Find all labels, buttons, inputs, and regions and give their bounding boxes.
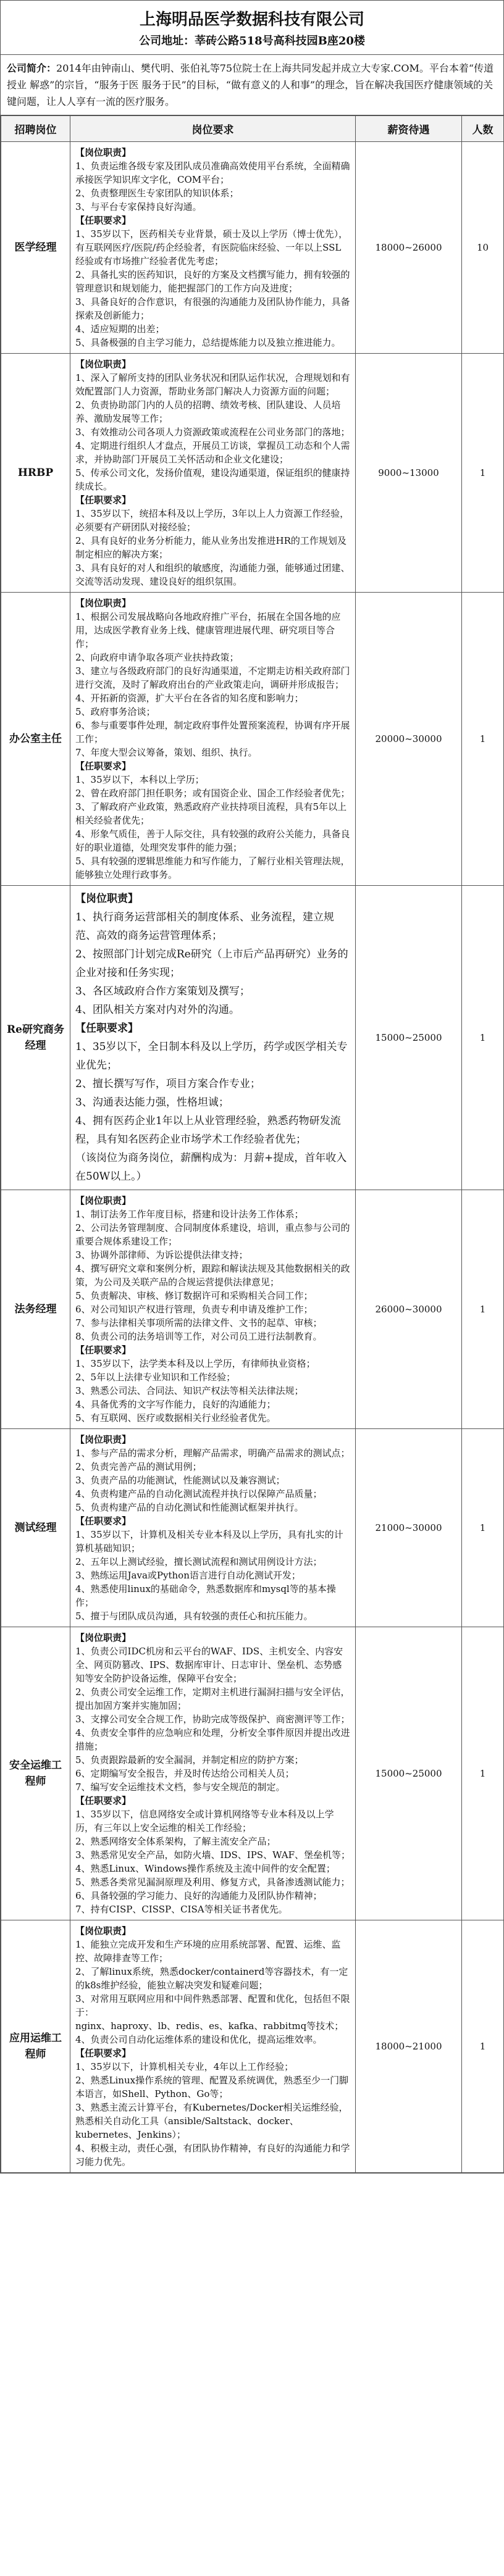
job-requirements (70, 1190, 356, 1429)
job-count: 10 (462, 142, 504, 354)
requirement-line: 2、负责完善产品的测试用例； (75, 1461, 202, 1472)
section-heading: 【岗位职责】 (75, 147, 132, 158)
job-requirements (70, 886, 356, 1190)
requirement-line: 4、具备优秀的文字写作能力，良好的沟通能力； (75, 1399, 276, 1410)
requirement-line: 1、能独立完成开发和生产环境的应用系统部署、配置、运维、监控、故障排查等工作； (75, 1939, 341, 1964)
requirement-line: 7、持有CISP、CISSP、CISA等相关证书者优先。 (75, 1904, 288, 1915)
requirement-line: 4、撰写研究文章和案例分析，跟踪和解读法规及其他数据相关的政策，为公司及关联产品的合规运营提供法律意见； (75, 1263, 350, 1288)
requirement-line: 3、具备良好的合作意识，有很强的沟通能力及团队协作能力，具备探索及创新能力； (75, 296, 350, 321)
requirement-line: 6、定期编写安全报告，并及时传达给公司相关人员； (75, 1768, 295, 1779)
requirement-line: 1、根据公司发展战略向各地政府推广平台，拓展在全国各地的应用，达成医学教育业务上线、健康管理进展代理、研究项目等合作； (75, 611, 341, 649)
table-header-row (1, 116, 504, 142)
header-count: 人数 (462, 116, 504, 142)
job-salary: 18000~21000 (356, 1920, 462, 2173)
requirement-line: 4、开拓新的资源，扩大平台在各省的知名度和影响力； (75, 693, 304, 704)
requirement-line: 4、负责公司自动化运维体系的建设和优化，提高运维效率。 (75, 2034, 322, 2045)
intro-text: 2014年由钟南山、樊代明、张伯礼等75位院士在上海共同发起并成立大专家.COM。平台本着“传道 授业 解惑”的宗旨，“服务于医 服务于民”的目标，“做有意义的人和事”的理念，旨在解决我国医疗健康领域的关键问题，让人人享有一流的医疗服务。 (7, 62, 494, 107)
table-row (1, 593, 504, 886)
requirement-line: 7、年度大型会议筹备，策划、组织、执行。 (75, 747, 258, 758)
requirement-line: 3、具有良好的对人和组织的敏感度，沟通能力强，能够通过团建、交流等活动发现、建设良好的组织氛围。 (75, 562, 350, 587)
section-heading: 【任职要求】 (75, 1344, 132, 1356)
requirement-line: 4、负责构建产品的自动化测试流程并执行以保障产品质量； (75, 1488, 322, 1499)
section-heading: 【岗位职责】 (75, 359, 132, 370)
requirement-line: 3、熟悉常见安全产品，如防火墙、IDS、IPS、WAF、堡垒机等； (75, 1849, 350, 1861)
requirement-line: 2、熟悉网络安全体系架构，了解主流安全产品； (75, 1836, 276, 1847)
requirement-line: 2、按照部门计划完成Re研究（上市后产品再研究）业务的企业对接和任务实现； (75, 948, 348, 979)
requirement-line: 2、曾在政府部门担任职务；或有国资企业、国企工作经验者优先； (75, 788, 350, 799)
requirement-line: 2、公司法务管理制度、合同制度体系建设，培训，重点参与公司的重要合规体系建设工作； (75, 1222, 350, 1247)
job-title: 办公室主任 (1, 593, 70, 886)
job-title: 安全运维工程师 (1, 1627, 70, 1920)
requirement-line: 1、35岁以下，全日制本科及以上学历，药学或医学相关专业优先； (75, 1041, 348, 1072)
requirement-line: 1、执行商务运营部相关的制度体系、业务流程，建立规范、高效的商务运营管理体系； (75, 911, 334, 942)
requirement-line: 5、擅于与团队成员沟通，具有较强的责任心和抗压能力。 (75, 1611, 313, 1622)
requirement-line: 1、35岁以下，计算机及相关专业本科及以上学历，具有扎实的计算机基础知识； (75, 1529, 343, 1554)
job-requirements (70, 142, 356, 354)
company-intro (1, 55, 503, 115)
job-rows (1, 142, 504, 2173)
job-requirements (70, 354, 356, 593)
requirement-line: 6、参与重要事件处理，制定政府事件处置预案流程，协调有序开展工作； (75, 720, 350, 744)
company-name: 上海明品医学数据科技有限公司 (139, 10, 364, 29)
requirement-line: 2、向政府申请争取各项产业扶持政策； (75, 652, 239, 663)
job-count: 1 (462, 1920, 504, 2173)
requirement-line: 2、5年以上法律专业知识和工作经验； (75, 1372, 236, 1383)
requirement-line: 1、深入了解所支持的团队业务状况和团队运作状况，合理规划和有效配置部门人力资源，帮助业务部门解决人力资源方面的问题； (75, 372, 350, 397)
requirement-line: 3、负责产品的功能测试，性能测试以及兼容测试； (75, 1475, 285, 1486)
job-table (1, 115, 504, 2173)
requirement-line: 3、支撑公司安全合规工作，协助完成等级保护、商密测评等工作； (75, 1714, 350, 1725)
requirement-line: 5、负责解决、审核、修订数据许可和采购相关合同工作； (75, 1290, 313, 1301)
requirement-line: 4、熟悉使用linux的基础命令，熟悉数据库和mysql等的基本操作； (75, 1583, 336, 1608)
job-count: 1 (462, 593, 504, 886)
requirement-line: 1、负责运维各级专家及团队成员准确高效使用平台系统，全面精确承接医学知识库文字化，COM平台； (75, 160, 350, 185)
requirement-line: 4、适应短期的出差； (75, 323, 165, 335)
job-title: 法务经理 (1, 1190, 70, 1429)
job-salary: 20000~30000 (356, 593, 462, 886)
job-salary: 21000~30000 (356, 1429, 462, 1627)
address-value: 莘砖公路518号高科技园B座20楼 (195, 35, 365, 48)
job-requirements (70, 1920, 356, 2173)
requirement-line: 1、制订法务工作年度目标，搭建和设计法务工作体系； (75, 1209, 304, 1220)
table-row (1, 886, 504, 1190)
requirement-line: 1、负责公司IDC机房和云平台的WAF、IDS、主机安全、内容安全、网页防篡改、IPS、数据库审计、日志审计、堡垒机、态势感知等安全防护设备运维，保障平台安全； (75, 1646, 343, 1684)
requirement-line: 3、有效推动公司各项人力资源政策或流程在公司业务部门的落地； (75, 427, 350, 438)
requirement-line: 2、了解linux系统，熟悉docker/containerd等容器技术，有一定的k8s维护经验，能独立解决突发和疑难问题； (75, 1966, 348, 1991)
requirement-line: 3、建立与各级政府部门的良好沟通渠道，不定期走访相关政府部门进行交流，及时了解政府出台的产业政策走向，调研并形成报告； (75, 665, 350, 690)
requirement-line: 1、35岁以下，统招本科及以上学历，3年以上人力资源工作经验，必须要有产研团队对接经验； (75, 508, 350, 533)
requirement-line: 4、积极主动，责任心强，有团队协作精神，有良好的沟通能力和学习能力优先。 (75, 2143, 350, 2167)
section-heading: 【岗位职责】 (75, 893, 138, 905)
requirement-line: 1、35岁以下，信息网络安全或计算机网络等专业本科及以上学历，有三年以上安全运维的相关工作经验； (75, 1809, 334, 1833)
requirement-line: 1、35岁以下，医药相关专业背景，硕士及以上学历（博士优先），有互联网医疗/医院/药企经验者，有医院临床经验、一年以上SSL经验或有市场推广经验者优先考虑； (75, 228, 348, 267)
requirement-line: 4、定期进行组织人才盘点，开展员工访谈，掌握员工动态和个人需求，并协助部门开展员工关怀活动和企业文化建设； (75, 440, 350, 465)
requirement-line: 3、熟悉主流云计算平台，有Kubernetes/Docker相关运维经验，熟悉相关自动化工具（ansible/Saltstack、docker、kubernetes、Jenkins）； (75, 2102, 348, 2140)
company-address (1, 32, 503, 55)
intro-label: 公司简介： (7, 62, 57, 74)
requirement-line: 7、编写安全运维技术文档，参与安全规范的制定。 (75, 1782, 285, 1793)
job-requirements (70, 593, 356, 886)
requirement-line: 3、熟练运用Java或Python语言进行自动化测试开发； (75, 1570, 301, 1581)
job-salary: 26000~30000 (356, 1190, 462, 1429)
requirement-line: 4、形象气质佳，善于人际交往，具有较强的政府公关能力，具备良好的职业道德，处理突发事件的能力强； (75, 828, 350, 853)
address-label: 公司地址： (139, 35, 195, 48)
table-row (1, 1429, 504, 1627)
section-heading: 【任职要求】 (75, 1515, 132, 1527)
requirement-line: 4、熟悉Linux、Windows操作系统及主流中间件的安全配置； (75, 1863, 335, 1874)
job-count: 1 (462, 354, 504, 593)
job-salary: 9000~13000 (356, 354, 462, 593)
section-heading: 【任职要求】 (75, 494, 132, 506)
requirement-line: 4、拥有医药企业1年以上从业管理经验，熟悉药物研发流程，具有知名医药企业市场学术工作经验者优先； (75, 1115, 341, 1146)
requirement-line: 5、负责跟踪最新的安全漏洞，并制定相应的防护方案； (75, 1754, 304, 1765)
requirement-line: （该岗位为商务岗位，薪酬构成为：月薪+提成，首年收入在50W以上。） (75, 1152, 347, 1183)
table-row (1, 354, 504, 593)
requirement-line: 3、各区域政府合作方案策划及撰写； (75, 985, 250, 998)
job-count: 1 (462, 1190, 504, 1429)
requirement-line: 1、35岁以下，计算机相关专业，4年以上工作经验； (75, 2061, 294, 2072)
section-heading: 【任职要求】 (75, 2048, 132, 2059)
requirement-line: 1、参与产品的需求分析，理解产品需求，明确产品需求的测试点； (75, 1448, 350, 1459)
section-heading: 【岗位职责】 (75, 1434, 132, 1445)
table-row (1, 1920, 504, 2173)
section-heading: 【岗位职责】 (75, 1925, 132, 1936)
table-row (1, 1627, 504, 1920)
requirement-line: 4、负责安全事件的应急响应和处理，分析安全事件原因并提出改进措施； (75, 1727, 350, 1752)
requirement-line: 5、熟悉各类常见漏洞原理及利用、修复方式，具备渗透测试能力； (75, 1877, 350, 1888)
job-count: 1 (462, 1429, 504, 1627)
job-salary: 15000~25000 (356, 1627, 462, 1920)
section-heading: 【岗位职责】 (75, 1632, 132, 1643)
requirement-line: 3、协调外部律师、为诉讼提供法律支持； (75, 1249, 248, 1261)
requirement-line: 1、35岁以下，本科以上学历； (75, 774, 204, 785)
requirement-line: 2、擅长撰写写作，项目方案合作专业； (75, 1078, 261, 1090)
requirement-line: 5、具有较强的逻辑思维能力和写作能力，了解行业相关管理法规，能够独立处理行政事务。 (75, 856, 350, 880)
requirement-line: 5、政府事务洽谈； (75, 706, 156, 717)
requirement-line: 7、参与法律相关事项所需的法律文件、文书的起草、审核； (75, 1317, 322, 1328)
requirement-line: 2、负责协助部门内的人员的招聘、绩效考核、团队建设、人员培养、激励发展等工作； (75, 399, 341, 424)
requirement-line: 2、负责公司安全运维工作，定期对主机进行漏洞扫描与安全评估，提出加固方案并实施加固； (75, 1686, 350, 1711)
requirement-line: 3、熟悉公司法、合同法、知识产权法等相关法律法规； (75, 1385, 304, 1396)
requirement-line: 5、传承公司文化，发扬价值观，建设沟通渠道，保证组织的健康持续成长。 (75, 467, 350, 492)
section-heading: 【任职要求】 (75, 215, 132, 226)
section-heading: 【岗位职责】 (75, 598, 132, 609)
section-heading: 【任职要求】 (75, 761, 132, 772)
requirement-line: 5、有互联网、医疗或数据相关行业经验者优先。 (75, 1412, 276, 1423)
requirement-line: 2、负责整理医生专家团队的知识体系； (75, 188, 239, 199)
requirement-line: 6、对公司知识产权进行管理，负责专利申请及维护工作； (75, 1304, 313, 1315)
table-row (1, 1190, 504, 1429)
job-requirements (70, 1627, 356, 1920)
job-title: Re研究商务经理 (1, 886, 70, 1190)
job-title: 应用运维工程师 (1, 1920, 70, 2173)
requirement-line: 5、具备极强的自主学习能力，总结提炼能力以及独立推进能力。 (75, 337, 341, 348)
section-heading: 【任职要求】 (75, 1022, 138, 1035)
header-title: 招聘岗位 (1, 116, 70, 142)
section-heading: 【岗位职责】 (75, 1195, 132, 1206)
section-heading: 【任职要求】 (75, 1795, 132, 1806)
requirement-line: 1、35岁以下，法学类本科及以上学历，有律师执业资格； (75, 1358, 316, 1369)
requirement-line: 5、负责构建产品的自动化测试和性能测试框架并执行。 (75, 1502, 304, 1513)
job-title: 测试经理 (1, 1429, 70, 1627)
requirement-line: 4、团队相关方案对内对外的沟通。 (75, 1004, 240, 1016)
requirement-line: 8、负责公司的法务培训等工作，对公司员工进行法制教育。 (75, 1331, 322, 1342)
job-salary: 18000~26000 (356, 142, 462, 354)
header-requirements: 岗位要求 (70, 116, 356, 142)
requirement-line: 6、具备较强的学习能力、良好的沟通能力及团队协作精神； (75, 1890, 322, 1901)
header-salary: 薪资待遇 (356, 116, 462, 142)
job-requirements (70, 1429, 356, 1627)
requirement-line: 3、沟通表达能力强，性格坦诚； (75, 1096, 229, 1109)
requirement-line: nginx、haproxy、lb、redis、es、kafka、rabbitmq等技术； (75, 2020, 344, 2032)
table-row (1, 142, 504, 354)
job-title: 医学经理 (1, 142, 70, 354)
requirement-line: 3、对常用互联网应用和中间件熟悉部署、配置和优化，包括但不限于： (75, 1993, 350, 2018)
requirement-line: 2、五年以上测试经验，擅长测试流程和测试用例设计方法； (75, 1556, 322, 1567)
requirement-line: 3、与平台专家保持良好沟通。 (75, 201, 202, 212)
job-salary: 15000~25000 (356, 886, 462, 1190)
job-title: HRBP (1, 354, 70, 593)
job-count: 1 (462, 886, 504, 1190)
requirement-line: 2、具有良好的业务分析能力，能从业务出发推进HR的工作规划及制定相应的解决方案； (75, 535, 346, 560)
requirement-line: 3、了解政府产业政策，熟悉政府产业扶持项目流程，具有5年以上相关经验者优先； (75, 801, 347, 826)
job-count: 1 (462, 1627, 504, 1920)
requirement-line: 2、熟悉Linux操作系统的管理、配置及系统调优，熟悉至少一门脚本语言，如Shell、Python、Go等； (75, 2075, 349, 2099)
requirement-line: 2、具备扎实的医药知识，良好的方案及文档撰写能力，拥有较强的管理意识和规划能力，能把握部门的工作方向及进度； (75, 269, 350, 294)
